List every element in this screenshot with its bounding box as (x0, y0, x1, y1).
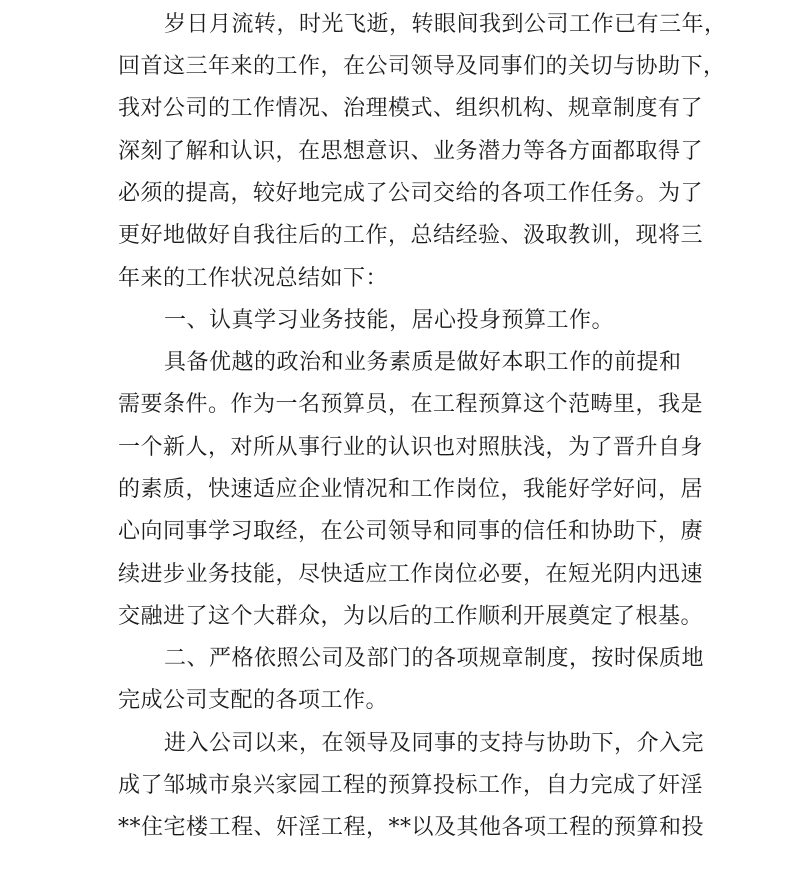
text-line: 回首这三年来的工作，在公司领导及同事们的关切与协助下， (118, 54, 726, 79)
text-line: 进入公司以来，在领导及同事的支持与协助下，介入完 (164, 731, 705, 756)
text-line: 更好地做好自我往后的工作，总结经验、汲取教训，现将三 (118, 223, 704, 248)
section-heading: 一、认真学习业务技能，居心投身预算工作。 (164, 308, 615, 333)
text-line: 成了邹城市泉兴家园工程的预算投标工作，自力完成了奸淫 (118, 773, 704, 798)
text-line: 交融进了这个大群众，为以后的工作顺利开展奠定了根基。 (118, 604, 704, 629)
text-line: 年来的工作状况总结如下： (118, 266, 389, 291)
text-line: 深刻了解和认识，在思想意识、业务潜力等各方面都取得了 (118, 139, 704, 164)
text-line: 心向同事学习取经，在公司领导和同事的信任和协助下，赓 (118, 519, 704, 544)
text-line: 岁日月流转，时光飞逝，转眼间我到公司工作已有三年， (164, 12, 727, 37)
text-line: 完成公司支配的各项工作。 (118, 688, 389, 713)
text-line: 我对公司的工作情况、治理模式、组织机构、规章制度有了 (118, 96, 704, 121)
text-line: 一个新人，对所从事行业的认识也对照肤浅，为了晋升自身 (118, 435, 704, 460)
text-line: 续进步业务技能，尽快适应工作岗位必要，在短光阴内迅速 (118, 562, 704, 587)
text-line: 的素质，快速适应企业情况和工作岗位，我能好学好问，居 (118, 477, 704, 502)
section-heading: 二、严格依照公司及部门的各项规章制度，按时保质地 (164, 646, 705, 671)
text-line: 具备优越的政治和业务素质是做好本职工作的前提和 (164, 350, 682, 375)
text-line: **住宅楼工程、奸淫工程，**以及其他各项工程的预算和投 (118, 815, 705, 840)
text-line: 必须的提高，较好地完成了公司交给的各项工作任务。为了 (118, 181, 704, 206)
text-line: 需要条件。作为一名预算员，在工程预算这个范畴里，我是 (118, 392, 704, 417)
